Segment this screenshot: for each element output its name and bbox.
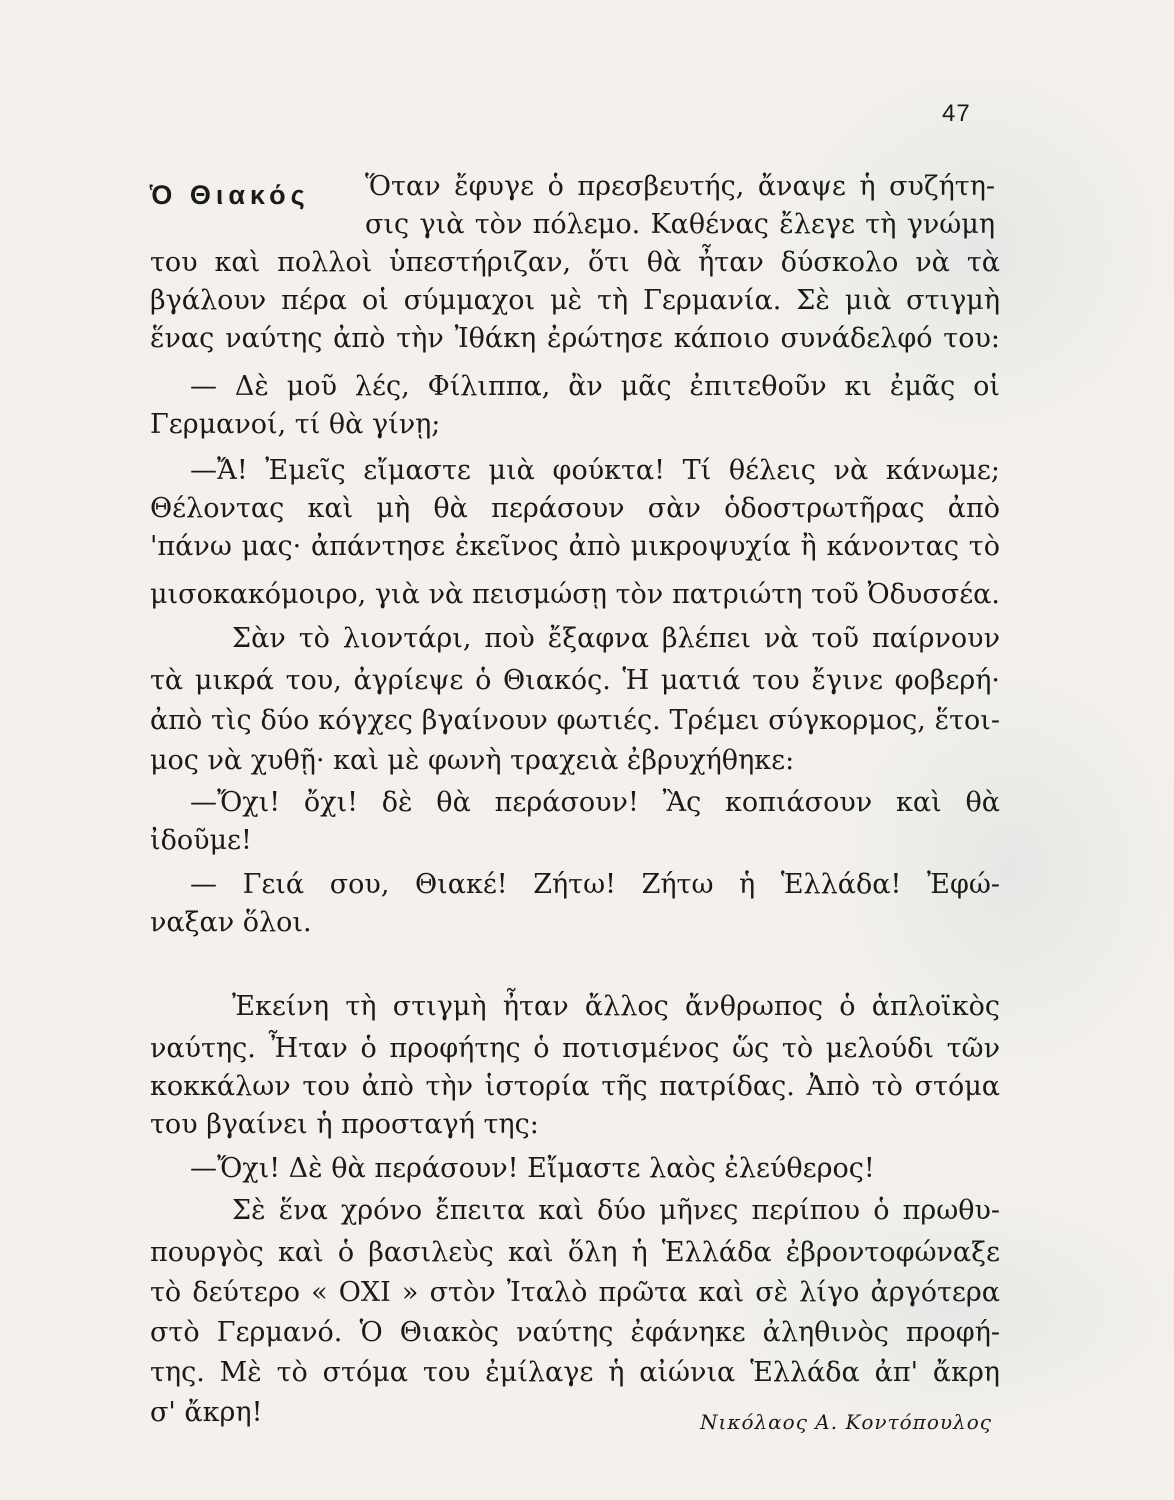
text-line: Σὰν τὸ λιοντάρι, ποὺ ἔξαφνα βλέπει νὰ τοῦ παίρνουν bbox=[232, 623, 1000, 654]
text-line: του καὶ πολλοὶ ὑπεστήριζαν, ὅτι θὰ ἦταν δύσκολο νὰ τὰ bbox=[150, 247, 1000, 278]
text-line: πουργὸς καὶ ὁ βασιλεὺς καὶ ὅλη ἡ Ἑλλάδα ἐβροντοφώναξε bbox=[150, 1237, 1000, 1268]
text-line: τὰ μικρά του, ἀγρίεψε ὁ Θιακός. Ἡ ματιά του ἔγινε φοβερή· bbox=[150, 665, 1000, 696]
text-line: τὸ δεύτερο « ΟΧΙ » στὸν Ἰταλὸ πρῶτα καὶ σὲ λίγο ἀργότερα bbox=[150, 1277, 1000, 1308]
text-line: ἀπὸ τὶς δύο κόγχες βγαίνουν φωτιές. Τρέμει σύγκορμος, ἕτοι- bbox=[150, 705, 1000, 736]
text-line: βγάλουν πέρα οἱ σύμμαχοι μὲ τὴ Γερμανία. Σὲ μιὰ στιγμὴ bbox=[150, 285, 1000, 316]
text-line: Θέλοντας καὶ μὴ θὰ περάσουν σὰν ὁδοστρωτῆρας ἀπὸ bbox=[150, 493, 1000, 524]
text-line: — Δὲ μοῦ λές, Φίλιππα, ἂν μᾶς ἐπιτεθοῦν κι ἐμᾶς οἱ bbox=[190, 371, 1000, 402]
text-line: της. Μὲ τὸ στόμα του ἐμίλαγε ἡ αἰώνια Ἑλλάδα ἀπ' ἄκρη bbox=[150, 1357, 1000, 1388]
text-line: ναύτης. Ἦταν ὁ προφήτης ὁ ποτισμένος ὥς τὸ μελούδι τῶν bbox=[150, 1033, 1000, 1064]
text-line: —Ἄ! Ἐμεῖς εἴμαστε μιὰ φούκτα! Τί θέλεις νὰ κάνωμε; bbox=[190, 455, 1000, 486]
text-line: Ὅταν ἔφυγε ὁ πρεσβευτής, ἄναψε ἡ συζήτη- bbox=[365, 171, 995, 202]
text-line: —Ὄχι! ὄχι! δὲ θὰ περάσουν! Ἂς κοπιάσουν καὶ θὰ bbox=[190, 787, 1000, 818]
text-line: — Γειά σου, Θιακέ! Ζήτω! Ζήτω ἡ Ἑλλάδα! Ἐφώ- bbox=[190, 869, 1000, 900]
text-line: μισοκακόμοιρο, γιὰ νὰ πεισμώσῃ τὸν πατριώτη τοῦ Ὀδυσσέα. bbox=[150, 579, 1000, 610]
text-line: Σὲ ἕνα χρόνο ἔπειτα καὶ δύο μῆνες περίπου ὁ πρωθυ- bbox=[232, 1195, 1000, 1226]
section-title: Ὁ Θιακός bbox=[150, 180, 310, 210]
text-line: στὸ Γερμανό. Ὁ Θιακὸς ναύτης ἐφάνηκε ἀληθινὸς προφή- bbox=[150, 1317, 1000, 1348]
text-line: σις γιὰ τὸν πόλεμο. Καθένας ἔλεγε τὴ γνώμη bbox=[365, 209, 995, 240]
text-line: κοκκάλων του ἀπὸ τὴν ἱστορία τῆς πατρίδας. Ἀπὸ τὸ στόμα bbox=[150, 1071, 1000, 1102]
text-line: μος νὰ χυθῇ· καὶ μὲ φωνὴ τραχειὰ ἐβρυχήθηκε: bbox=[150, 745, 795, 776]
text-line: Γερμανοί, τί θὰ γίνῃ; bbox=[150, 409, 441, 440]
text-line: —Ὄχι! Δὲ θὰ περάσουν! Εἴμαστε λαὸς ἐλεύθερος! bbox=[190, 1153, 875, 1184]
text-line: ἰδοῦμε! bbox=[150, 825, 252, 856]
text-line: σ' ἄκρη! bbox=[150, 1397, 263, 1428]
page-number: 47 bbox=[942, 100, 971, 127]
text-line: ἕνας ναύτης ἀπὸ τὴν Ἰθάκη ἐρώτησε κάποιο συνάδελφό του: bbox=[150, 323, 1000, 354]
author-signature: Νικόλαος Α. Κοντόπουλος bbox=[700, 1410, 992, 1434]
text-line: ναξαν ὅλοι. bbox=[150, 907, 312, 938]
text-line: 'πάνω μας· ἀπάντησε ἐκεῖνος ἀπὸ μικροψυχία ἢ κάνοντας τὸ bbox=[150, 531, 1000, 562]
text-line: του βγαίνει ἡ προσταγή της: bbox=[150, 1109, 539, 1140]
text-line: Ἐκείνη τὴ στιγμὴ ἦταν ἄλλος ἄνθρωπος ὁ ἁπλοϊκὸς bbox=[232, 991, 1000, 1022]
